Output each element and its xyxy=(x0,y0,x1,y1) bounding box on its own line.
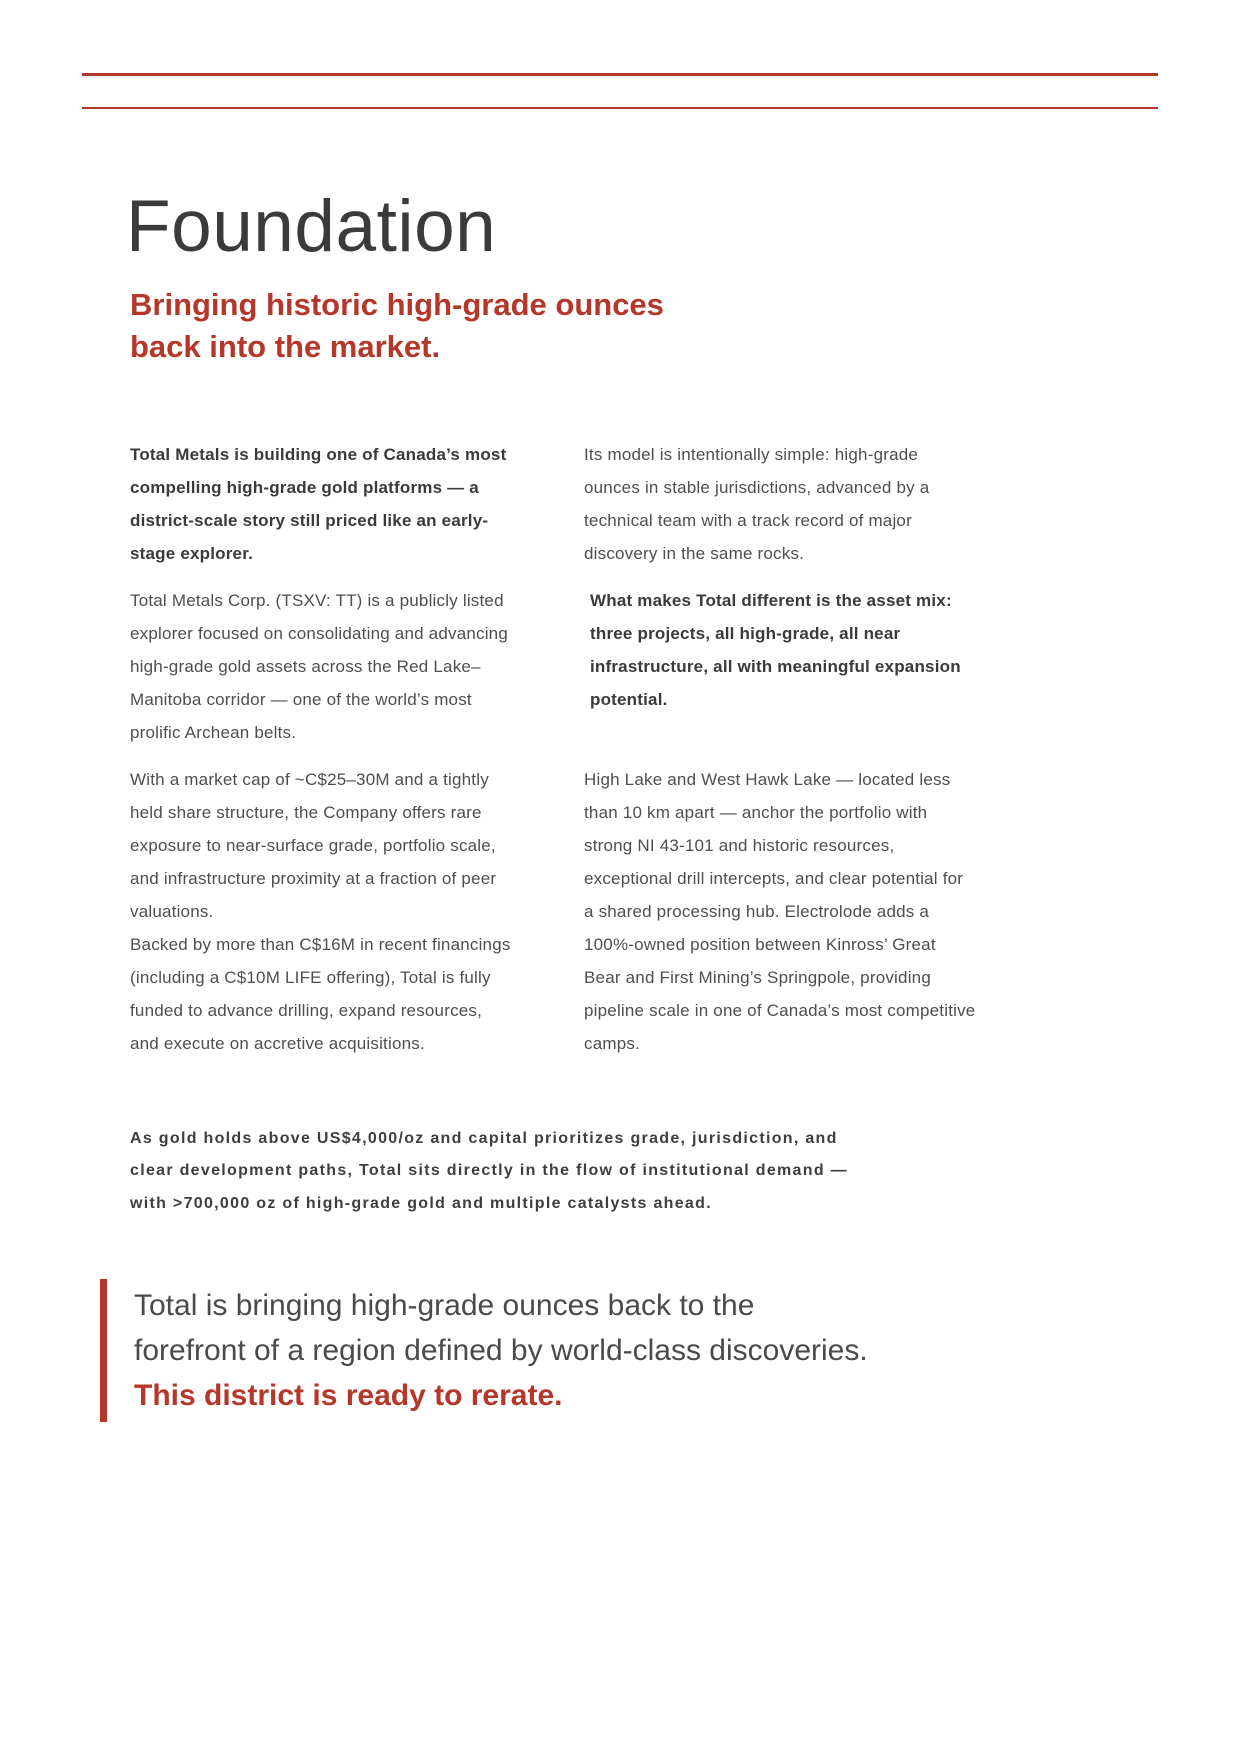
highlight-line: As gold holds above US$4,000/oz and capital prioritizes grade, jurisdiction, and xyxy=(130,1129,838,1147)
page-subtitle xyxy=(130,284,1110,370)
body-columns xyxy=(130,439,1110,1060)
pull-quote-line: forefront of a region defined by world-class discoveries. xyxy=(134,1334,868,1367)
left-paragraph-group xyxy=(130,764,512,1061)
left-paragraph-intro: Total Metals is building one of Canada’s most compelling high-grade gold platforms — a district-scale story still priced like an early-stage explorer. xyxy=(130,445,507,564)
right-paragraph-differentiator: What makes Total different is the asset mix: three projects, all high-grade, all near infrastructure, all with meaningful expansion potential. xyxy=(590,591,961,709)
highlight-line: clear development paths, Total sits directly in the flow of institutional demand — xyxy=(130,1162,848,1180)
left-paragraph-funding: Backed by more than C$16M in recent financings (including a C$10M LIFE offering), Total is fully funded to advance drilling, expand resources, and execute on accretive acquisitions. xyxy=(130,934,511,1053)
page-content xyxy=(126,186,1110,1422)
left-paragraph-marketcap: With a market cap of ~C$25–30M and a tightly held share structure, the Company offers rare exposure to near-surface grade, portfolio scale, and infrastructure proximity at a fraction of peer valuations. xyxy=(130,769,497,921)
top-rule-secondary xyxy=(82,107,1158,109)
pull-quote-accent: This district is ready to rerate. xyxy=(134,1379,563,1412)
right-paragraph-model: Its model is intentionally simple: high-grade ounces in stable jurisdictions, advanced by a technical team with a track record of major discovery in the same rocks. xyxy=(584,445,930,564)
top-rule-primary xyxy=(82,73,1158,76)
pull-quote-text xyxy=(134,1283,1110,1373)
highlight-line: with >700,000 oz of high-grade gold and multiple catalysts ahead. xyxy=(130,1195,712,1213)
right-paragraph-projects: High Lake and West Hawk Lake — located less than 10 km apart — anchor the portfolio with strong NI 43-101 and historic resources, exceptional drill intercepts, and clear potential for a shared processing hub. Electrolode adds a 100%-owned position between Kinross’ Great Bear and First Mining’s Springpole, providing pipeline scale in one of Canada’s most competitive camps. xyxy=(584,769,976,1053)
header-rules xyxy=(82,73,1158,109)
page-title: Foundation xyxy=(126,186,497,267)
left-paragraph-company: Total Metals Corp. (TSXV: TT) is a publicly listed explorer focused on consolidating and advancing high-grade gold assets across the Red Lake–Manitoba corridor — one of the world’s most prolific Archean belts. xyxy=(130,591,508,742)
pull-quote-line: Total is bringing high-grade ounces back to the xyxy=(134,1289,755,1322)
subtitle-line: Bringing historic high-grade ounces xyxy=(130,286,664,322)
highlight-statement xyxy=(130,1123,1110,1221)
pull-quote xyxy=(100,1279,1110,1422)
subtitle-line: back into the market. xyxy=(130,329,441,365)
